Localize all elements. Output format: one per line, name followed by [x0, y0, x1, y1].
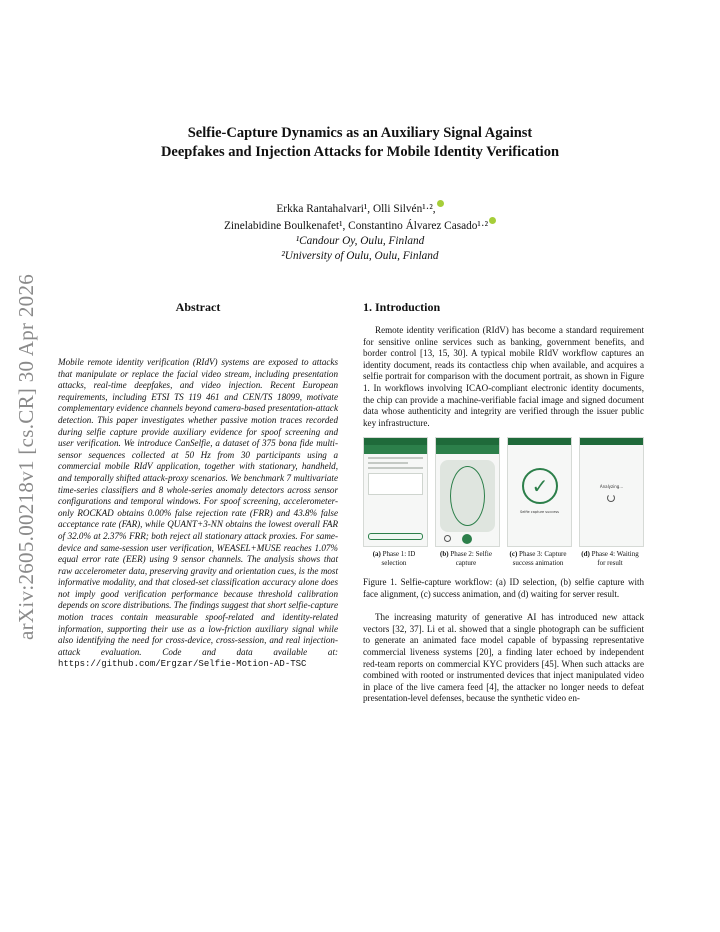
camera-preview: [440, 460, 495, 532]
text-line: [368, 457, 423, 459]
subcaption-c: (c) Phase 3: Capture success animation: [509, 550, 567, 567]
phone-app-bar: [436, 445, 499, 454]
intro-paragraph-1: Remote identity verification (RIdV) has become a standard requirement for sensitive online services such as banking, government benefits, and border control [13, 15, 30]. A typical mobile RIdV workflow captures an identity document, reads its contactless chip when available, and acquires a selfie portrait for comparison with the document portrait, as shown in Figure 1. In workflows involving ICAO-compliant electronic identity documents, the chip can provide a machine-verifiable facial image and signed document data whose authenticity and integrity are verified through the issuer public key infrastructure.: [363, 325, 644, 428]
continue-button-graphic: [368, 533, 423, 540]
intro-paragraph-2: The increasing maturity of generative AI has introduced new attack vectors [32, 37]. Li et al. showed that a single photograph can be sufficient to generate an animated face model capable of bypassing representative commercial liveness systems [20], a finding later echoed by independent red-team reports on commercial KYC providers [45]. When such attacks are combined with rooted or instrumented devices that inject manipulated video in place of the live camera feed [4], the attacker no longer needs to defeat presentation-level defenses, because the synthetic video en-: [363, 612, 644, 704]
phone-screen-success: [507, 437, 572, 547]
face-oval-guide: [450, 466, 485, 526]
authors-line-2: Zinelabidine Boulkenafet¹, Constantino Álvarez Casado¹·²: [80, 217, 640, 234]
left-column: [58, 300, 338, 671]
success-label: Selfie capture success: [519, 510, 560, 515]
subcaption-a: (a) Phase 1: ID selection: [372, 550, 416, 567]
section-heading-introduction: 1. Introduction: [363, 300, 441, 314]
affiliation-2: ²University of Oulu, Oulu, Finland: [281, 249, 439, 262]
phone-screen-selfie-capture: [435, 437, 500, 547]
right-column: [363, 300, 644, 705]
paper-title: [80, 124, 640, 162]
abstract-heading: Abstract: [175, 300, 221, 314]
subcaption-b: (b) Phase 2: Selfie capture: [440, 550, 492, 567]
checkmark-icon: ✓: [522, 468, 558, 504]
figure-1: [363, 437, 644, 575]
orcid-icon[interactable]: [489, 217, 496, 224]
text-line: [368, 462, 408, 464]
phone-app-bar: [364, 445, 427, 454]
phone-status-bar: [508, 438, 571, 445]
arxiv-identifier: arXiv:2605.00218v1 [cs.CR] 30 Apr 2026: [14, 273, 38, 640]
title-line-2: Deepfakes and Injection Attacks for Mobile Identity Verification: [160, 144, 560, 160]
shutter-button-graphic: [462, 534, 472, 544]
spinner-icon: [607, 494, 615, 502]
title-line-1: Selfie-Capture Dynamics as an Auxiliary Signal Against: [187, 125, 533, 141]
phone-screen-waiting: [579, 437, 644, 547]
switch-camera-icon: [444, 535, 451, 542]
orcid-icon[interactable]: [437, 200, 444, 207]
authors-line-1: Erkka Rantahalvari¹, Olli Silvén¹·²,: [80, 200, 640, 217]
phone-status-bar: [364, 438, 427, 445]
text-line: [368, 467, 423, 469]
phone-status-bar: [436, 438, 499, 445]
author-block: [80, 200, 640, 264]
figure-1-caption: Figure 1. Selfie-capture workflow: (a) ID selection, (b) selfie capture with face alignment, (c) success animation, and (d) waiting for server result.: [363, 577, 644, 599]
phone-status-bar: [580, 438, 643, 445]
analyzing-label: Analyzing...: [599, 484, 624, 490]
affiliation-1: ¹Candour Oy, Oulu, Finland: [295, 234, 425, 247]
id-card-panel: [368, 473, 423, 495]
abstract-body: Mobile remote identity verification (RIdV) systems are exposed to attacks that manipulate or replace the facial video stream, including presentation attacks, real-time deepfakes, and video injection. Recent European requirements, including ETSI TS 119 461 and CEN/TS 18099, motivate complementary evidence channels beyond camera-based presentation-attack detection. This paper investigates whether passive motion traces recorded during selfie capture provide auxiliary evidence for spoof screening and user verification. We introduce CanSelfie, a dataset of 375 bona fide multi-sensor sequences collected at 50 Hz from 30 participants using a commercial mobile RIdV application, together with stationary, handheld, and temporally shifted attack-proxy scenarios. We benchmark 7 multivariate time-series classifiers and 8 whole-series anomaly detectors across sensor configurations and temporal windows. For spoof screening, accelerometer-only ROCKAD obtains 0.00% false rejection rate (FRR) and 43.8% false acceptance rate (FAR), while QUANT+3-NN obtains the lowest overall FAR of 32.0% at 2.37% FRR; both reject all stationary attack proxies. For same-device and same-session user verification, WEASEL+MUSE reaches 1.07% equal error rate (EER) using 9 sensor channels. The analysis shows that raw accelerometer data, preserving gravity and orientation cues, is the most informative modality, and that closed-set classification accuracy alone does not imply good verification performance because threshold calibration depends on score distributions. The findings suggest that short selfie-capture motion traces contain measurable spoof-related and identity-related information, supporting their use as a low-friction auxiliary signal while also identifying the need for cross-device, cross-session, and real injection-attack evaluation. Code and data available at: https://github.com/Ergzar/Selfie-Motion-AD-TSC: [58, 357, 338, 670]
phone-screen-id-selection: [363, 437, 428, 547]
subcaption-d: (d) Phase 4: Waiting for result: [581, 550, 639, 567]
code-link[interactable]: https://github.com/Ergzar/Selfie-Motion-AD-TSC: [58, 659, 307, 670]
